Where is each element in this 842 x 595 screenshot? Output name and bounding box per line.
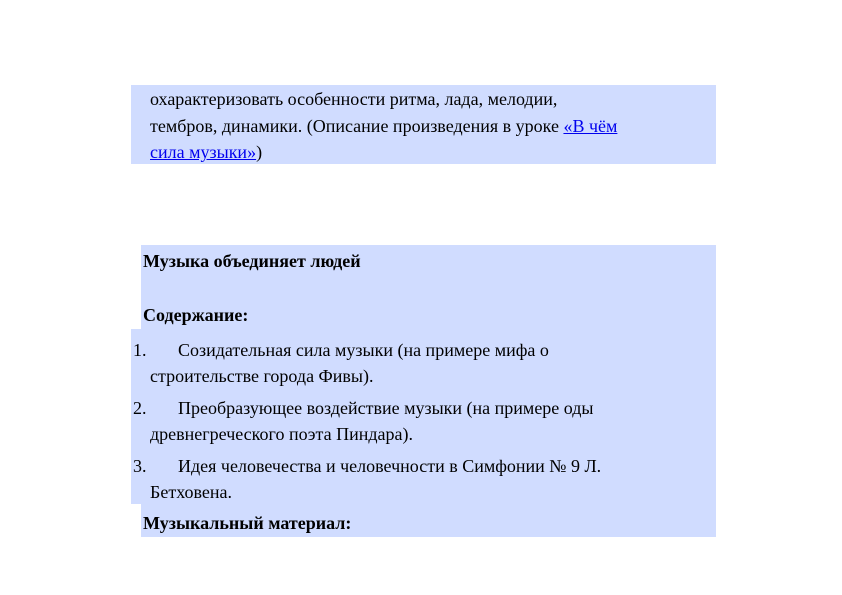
list-item-1-number: 1. [133,340,147,360]
block1-line-2-text: тембров, динамики. (Описание произведения в уроке [150,116,564,136]
list-item-3-line-2: Бетховена. [150,482,233,502]
block1-line-3 [150,139,262,165]
content-label: Содержание: [143,305,249,325]
closing-paren: ) [256,142,263,162]
list-item-1-line-1: Созидательная сила музыки (на примере мифа о [178,340,549,360]
lesson-link-part-1[interactable]: «В чём [563,116,618,136]
list-item-2-line-1: Преобразующее воздействие музыки (на примере оды [178,398,594,418]
list-item-2-number: 2. [133,398,147,418]
list-item-2-line-2: древнегреческого поэта Пиндара). [150,424,413,444]
section-heading: Музыка объединяет людей [143,251,361,271]
list-item-3-number: 3. [133,456,147,476]
lesson-link-part-2[interactable]: сила музыки» [150,142,257,162]
block1-line-2 [150,113,617,139]
list-item-3-line-1: Идея человечества и человечности в Симфонии № 9 Л. [178,456,602,476]
block1-line-1 [150,86,557,112]
material-label: Музыкальный материал: [143,513,352,533]
list-item-1-line-2: строительстве города Фивы). [150,366,374,386]
block1-line-1-text: охарактеризовать особенности ритма, лада, мелодии, [150,89,558,109]
